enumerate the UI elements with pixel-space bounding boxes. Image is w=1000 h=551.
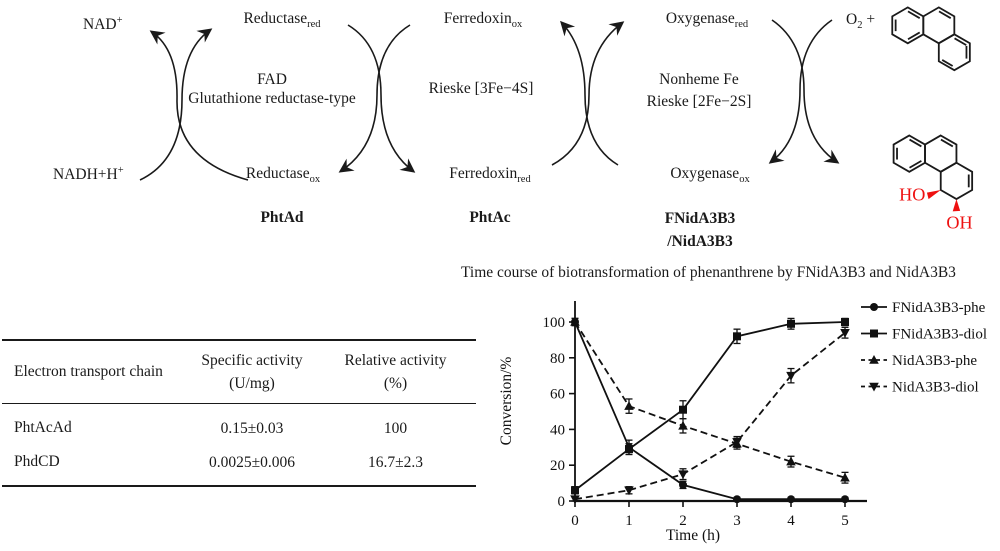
wedge-bond-ho xyxy=(927,190,941,199)
marker-circle xyxy=(679,481,687,489)
x-axis-label: Time (h) xyxy=(665,527,721,544)
ho-label: HO xyxy=(899,184,926,205)
x-tick-label: 3 xyxy=(733,513,741,529)
reductase-red-label: Reductase$_{red}$ xyxy=(243,10,321,31)
arrow-to-diol-product xyxy=(772,20,837,162)
arrow-to-ferredoxin-ox xyxy=(562,23,618,165)
oxygenase-cofactor-label: Nonheme Fe Rieske [2Fe−2S] xyxy=(646,71,752,110)
table-row: PhtAcAd 0.15±0.03 100 xyxy=(14,419,408,437)
chart-title: Time course of biotransformation of phenanthrene by FNidA3B3 and NidA3B3 xyxy=(461,264,956,281)
series-line xyxy=(575,322,845,478)
legend-label: NidA3B3-diol xyxy=(892,379,979,396)
x-tick-label: 1 xyxy=(625,513,633,529)
marker-square xyxy=(787,320,795,328)
table-header-relative: Relative activity (%) xyxy=(344,352,447,392)
x-tick-label: 5 xyxy=(841,513,849,529)
oxygenase-red-label: Oxygenase$_{red}$ xyxy=(665,10,749,31)
phtac-name-label: PhtAc xyxy=(469,209,511,226)
y-tick-label: 20 xyxy=(550,458,565,475)
ferredoxin-red-label: Ferredoxin$_{red}$ xyxy=(449,165,531,186)
legend-label: NidA3B3-phe xyxy=(892,353,977,369)
table-header-chain: Electron transport chain xyxy=(14,363,163,380)
marker-circle xyxy=(870,303,878,311)
marker-square xyxy=(571,486,579,494)
y-axis-label: Conversion/% xyxy=(498,356,515,446)
y-tick-label: 40 xyxy=(550,422,565,439)
x-tick-label: 4 xyxy=(787,513,795,529)
nadh-label: NADH+H+ xyxy=(53,164,124,183)
time-course-chart xyxy=(495,293,1000,551)
marker-square xyxy=(841,318,849,326)
marker-triangle-down xyxy=(570,495,580,504)
arrow-to-oxygenase-ox xyxy=(771,20,832,162)
activity-table xyxy=(2,339,476,487)
x-tick-label: 2 xyxy=(679,513,687,529)
y-tick-label: 100 xyxy=(542,315,565,331)
phtad-cofactor-label: FAD Glutathione reductase-type xyxy=(188,71,356,107)
phtac-cofactor-label: Rieske [3Fe−4S] xyxy=(428,80,534,97)
phenanthrene-structure xyxy=(884,0,978,76)
x-tick-label: 0 xyxy=(571,513,579,529)
y-tick-label: 0 xyxy=(557,494,565,510)
reductase-ox-label: Reductase$_{ox}$ xyxy=(245,165,321,186)
legend-label: FNidA3B3-phe xyxy=(892,300,986,316)
legend-label: FNidA3B3-diol xyxy=(892,326,988,343)
table-header-row xyxy=(2,341,476,404)
arrow-to-oxygenase-red xyxy=(552,23,622,165)
phtad-name-label: PhtAd xyxy=(260,209,304,226)
marker-triangle-up xyxy=(624,401,634,410)
y-tick-label: 80 xyxy=(550,350,565,367)
series-line xyxy=(575,322,845,490)
table-row: PhdCD 0.0025±0.006 16.7±2.3 xyxy=(14,453,423,471)
phenanthrene-diol-structure xyxy=(860,128,980,237)
nad-label: NAD+ xyxy=(83,14,123,33)
series-line xyxy=(575,322,845,499)
oxygen-substrate-label: $O_2$ + xyxy=(846,11,876,32)
oh-label: OH xyxy=(946,212,973,233)
table-header-specific: Specific activity (U/mg) xyxy=(201,352,303,392)
marker-square xyxy=(870,330,878,338)
oxygenase-ox-label: Oxygenase$_{ox}$ xyxy=(670,165,750,186)
marker-circle xyxy=(841,495,849,503)
wedge-bond-oh xyxy=(953,199,960,211)
marker-triangle-down xyxy=(678,470,688,479)
marker-circle xyxy=(787,495,795,503)
oxygenase-name-label: FNidA3B3 /NidA3B3 xyxy=(664,210,736,250)
marker-square xyxy=(679,406,687,414)
marker-square xyxy=(625,445,633,453)
ferredoxin-ox-label: Ferredoxin$_{ox}$ xyxy=(443,10,523,31)
marker-circle xyxy=(733,495,741,503)
marker-square xyxy=(733,332,741,340)
y-tick-label: 60 xyxy=(550,386,565,403)
